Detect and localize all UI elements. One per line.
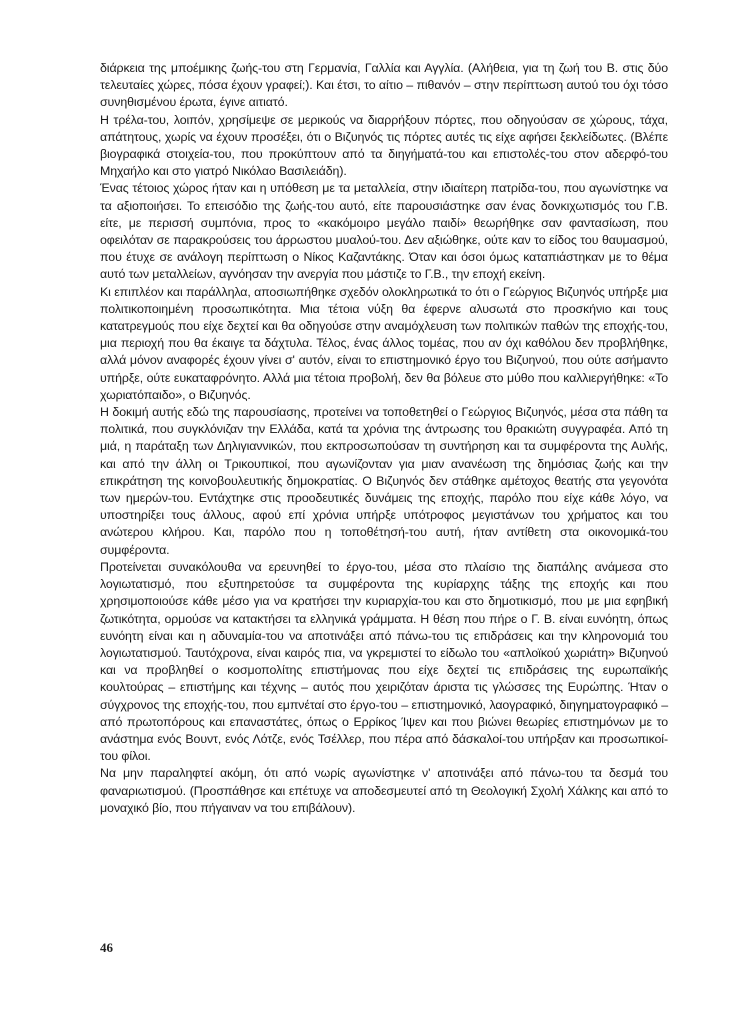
page-number: 46: [100, 940, 113, 955]
paragraph-4: Κι επιπλέον και παράλληλα, αποσιωπήθηκε σχεδόν ολοκληρωτικά το ότι ο Γεώργιος Βιζυηνός υπήρξε μια πολιτικοποιημένη προσωπικότητα. Μια τέτοια νύξη θα έφερνε αλυσωτά στο προσκήνιο και τους κατατρεγμούς που είχε δεχτεί και θα οδηγούσε στην αναμόχλευση των πολιτικών παθών της εποχής-του, μια περιοχή που θα έκαιγε τα δάχτυλα. Τέλος, ένας άλλος τομέας, που αν όχι καθόλου δεν προβλήθηκε, αλλά μόνον αναφορές έχουν γίνει σ' αυτόν, είναι το επιστημονικό έργο του Βιζυηνού, που ούτε ασήμαντο υπήρξε, ούτε ευκαταφρόνητο. Αλλά μια τέτοια προβολή, δεν θα βόλευε στο μύθο που καλλιεργήθηκε: «Το χωριατόπαιδο», ο Βιζυηνός.: [100, 284, 668, 402]
paragraph-7: Να μην παραληφτεί ακόμη, ότι από νωρίς αγωνίστηκε ν' αποτινάξει από πάνω-του τα δεσμά του φαναριωτισμού. (Προσπάθησε και επέτυχε να αποδεσμευτεί από τη Θεολογική Σχολή Χάλκης και από το μοναχικό βίο, που πήγαιναν να του επιβάλουν).: [100, 766, 668, 815]
paragraph-3: Ένας τέτοιος χώρος ήταν και η υπόθεση με τα μεταλλεία, στην ιδιαίτερη πατρίδα-του, που αγωνίστηκε να τα αξιοποιήσει. Το επεισόδιο της ζωής-του αυτό, είτε παρουσιάστηκε σαν ένας δονκιχωτισμός του Γ.Β. είτε, με περισσή συμπόνια, προς το «κακόμοιρο μεγάλο παιδί» θεωρήθηκε σαν φαντασίωση, που οφειλόταν σε παρακρούσεις του άρρωστου μυαλού-του. Δεν αξιώθηκε, ούτε καν το είδος του θαυμασμού, που έτυχε σε ανάλογη περίπτωση ο Νίκος Καζαντάκης. Όταν και όσοι όμως καταπιάστηκαν με το θέμα αυτό των μεταλλείων, αγνόησαν την ανεργία που μάστιζε το Γ.Β., την εποχή εκείνη.: [100, 181, 668, 282]
page-body: [100, 60, 668, 817]
paragraph-5: Η δοκιμή αυτής εδώ της παρουσίασης, προτείνει να τοποθετηθεί ο Γεώργιος Βιζυηνός, μέσα στα πάθη τα πολιτικά, που συγκλόνιζαν την Ελλάδα, κατά τα χρόνια της άντρωσης του θρακιώτη συγγραφέα. Από τη μιά, η παράταξη των Δηλιγιαννικών, που εκπροσωπούσαν τη συντήρηση και τα συμφέροντα της Αυλής, και από την άλλη οι Τρικουπικοί, που αγωνίζονταν για μιαν ανανέωση της δημόσιας ζωής και την επικράτηση της κοινοβουλευτικής δημοκρατίας. Ο Βιζυηνός δεν στάθηκε αμέτοχος θεατής στα γεγονότα των ημερών-του. Εντάχτηκε στις προοδευτικές δυνάμεις της εποχής, παρόλο που είχε κάθε λόγο, να υποστηρίξει τους άλλους, αφού επί χρόνια υπήρξε υπότροφος μεγιστάνων του χρήματος και του ανώτερου κλήρου. Και, παρόλο που η τοποθέτησή-του αυτή, ήταν αντίθετη στα οικονομικά-του συμφέροντα.: [100, 405, 668, 557]
paragraph-1: διάρκεια της μποέμικης ζωής-του στη Γερμανία, Γαλλία και Αγγλία. (Αλήθεια, για τη ζωή του Β. στις δύο τελευταίες χώρες, πόσα έχουν γραφεί;). Και έτσι, το αίτιο – πιθανόν – στην περίπτωση αυτού του όχι τόσο συνηθισμένου έρωτα, έγινε αιτιατό.: [100, 61, 668, 110]
paragraph-2: Η τρέλα-του, λοιπόν, χρησίμεψε σε μερικούς να διαρρήξουν πόρτες, που οδηγούσαν σε χώρους, τάχα, απάτητους, χωρίς να έχουν προσέξει, ότι ο Βιζυηνός τις πόρτες αυτές τις είχε αφήσει ξεκλείδωτες. (Βλέπε βιογραφικά στοιχεία-του, που προκύπτουν από τα διηγήματά-του και επιστολές-του στον αδερφό-του Μηχαήλο και στο γιατρό Νικόλαο Βασιλειάδη).: [100, 112, 668, 179]
paragraph-6: Προτείνεται συνακόλουθα να ερευνηθεί το έργο-του, μέσα στο πλαίσιο της διαπάλης ανάμεσα στο λογιωτατισμό, που εξυπηρετούσε τα συμφέροντα της κυρίαρχης τάξης της εποχής και που χρησιμοποιούσε κάθε μέσο για να κρατήσει την κυριαρχία-του και στο δημοτικισμό, που με μια εφηβική ζωτικότητα, ορμούσε να κατακτήσει τα ελληνικά γράμματα. Η θέση που πήρε ο Γ. Β. είναι ευνόητη, όπως ευνόητη είναι και η αδυναμία-του να αποτινάξει από πάνω-του τις επιδράσεις και την κληρονομιά του λογιωτατισμού. Ταυτόχρονα, είναι καιρός πια, να γκρεμιστεί το είδωλο του «απλοϊκού χωριάτη» Βιζυηνού και να προβληθεί ο κοσμοπολίτης επιστήμονας που είχε δεχτεί τις επιδράσεις της ευρωπαϊκής κουλτούρας – επιστήμης και τέχνης – αυτός που χειριζόταν άριστα τις γλώσσες της Ευρώπης. Ήταν ο σύγχρονος της εποχής-του, που εμπνέταί στο έργο-του – επιστημονικό, λαογραφικό, διηγηματογραφικό – από πρωτοπόρους και επαναστάτες, όπως ο Ερρίκος Ίψεν και που βιώνει θεωρίες επιστημόνων με το ανάστημα ενός Βουντ, ενός Λότζε, ενός Τσέλλερ, που πέρα από δάσκαλοί-του υπήρξαν και προσωπικοί-του φίλοι.: [100, 559, 668, 764]
